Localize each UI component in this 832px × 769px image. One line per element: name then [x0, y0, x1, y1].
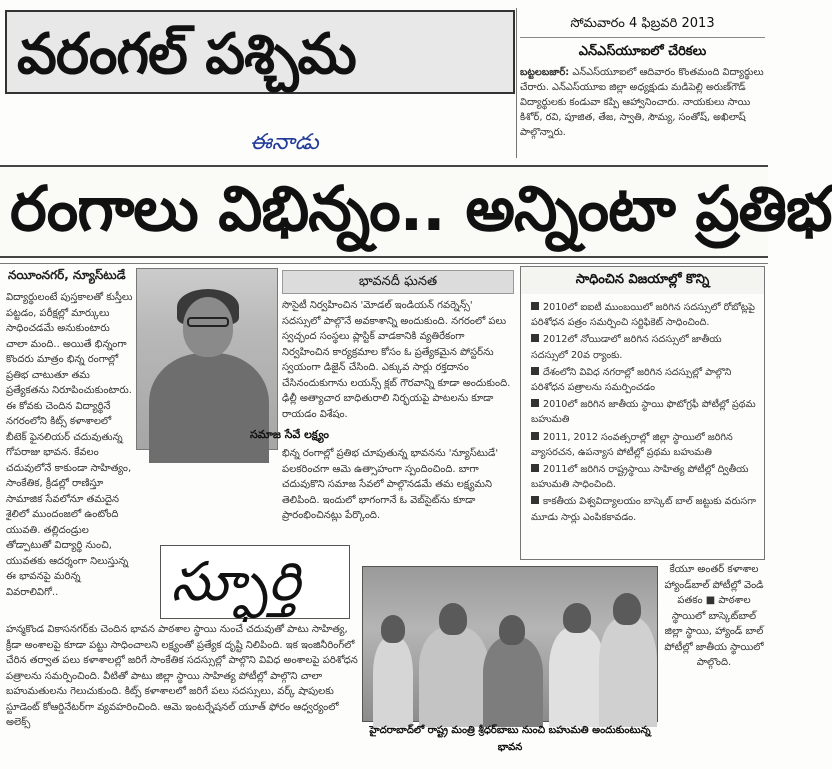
photo-person	[483, 637, 543, 727]
photo-person-head	[381, 615, 405, 643]
ncc-heading: ఎన్‌ఎస్‌యూఐలో చేరికలు	[578, 44, 707, 59]
achievement-item: 2010లో ఐఐటీ ముంబయిలో జరిగిన సదస్సులో రోబోట్లపై పరిశోధన పత్రం సమర్పించి సర్టిఫికెట్ సాధించింది.	[531, 302, 755, 329]
portrait-glasses	[187, 317, 229, 327]
bhavana-portrait-photo	[136, 268, 278, 450]
main-headline: రంగాలు విభిన్నం.. అన్నింటా ప్రతిభ	[10, 172, 832, 245]
bottom-column: హన్మకొండ వికాసనగర్‌కు చెందిన భావన పాఠశాల స్థాయి నుంచే చదువుతో పాటు సాహిత్య, క్రీడా అంశాలపై కూడా పట్టు సాధించాలని లక్ష్యంతో ప్రత్యేక దృష్టి నిలిపింది. ఇక ఇంజినీరింగ్‌లో చేరిన తర్వాత పలు కళాశాలల్లో జరిగే సాంకేతిక సదస్సుల్లో పాల్గొని వివిధ అంశాలపై పరిశోధన పత్రాలను సమర్పించింది. వీటితో పాటు జిల్లా స్థాయి సాహిత్య పోటీల్లో పాల్గొని చాలా బహుమతులను గెలుచుకుంది. కిట్స్ కళాశాలలో జరిగే పలు సదస్సులు, వర్క్ షాపులకు స్టూడెంట్ కోఆర్డినేటర్‌గా వ్యవహరించింది. ఆమె ఇంటర్నేషనల్ యూత్ ఫోరం ఆధ్వర్యంలో అలెక్స్	[6, 624, 358, 728]
ncc-article	[520, 65, 765, 138]
intro-column: విద్యార్థులంటే పుస్తకాలతో కుస్తీలు పట్టడం, పరీక్షల్లో మార్కులు సాధించడమే అనుకుంటారు చాలా మంది.. అయితే భిన్నంగా కొందరు మాత్రం భిన్న రంగాల్లో ప్రతిభ చాటుతూ తమ ప్రత్యేకతను నిరూపించుకుంటారు. ఈ కోవకు చెందిన విద్యార్థినే నగరంలోని కిట్స్ కళాశాలలో బీటెక్ ఫైనలియర్ చదువుతున్న గోపరాజు భావన. కేవలం చదువులోనే కాకుండా సాహిత్యం, సాంకేతిక, క్రీడల్లో రాణిస్తూ సామాజిక సేవలోనూ తమదైన శైలిలో ముందంజలో ఉంటోంది యువతి. తల్లిదండ్రుల తోడ్పాటుతో విద్యార్థి నుంచి, యువతకు ఆదర్శంగా నిలుస్తున్న ఈ భావనపై మరిన్న వివరాలివిగో..	[6, 292, 133, 598]
column-divider	[516, 8, 517, 158]
achievement-item: 2012లో నోయిడాలో జరిగిన సదస్సులో జాతీయ సదస్సులో 20వ ర్యాంకు.	[531, 334, 722, 361]
photo-person-head	[439, 603, 467, 635]
achievement-item: 2011లో జరిగిన రాష్ట్రస్థాయి సాహిత్య పోటీల్లో ద్వితీయ బహుమతి సాధించింది.	[531, 464, 749, 491]
ncc-body-text: ఎన్‌ఎస్‌యూఐలో ఆదివారం కొంతమంది విద్యార్థులు చేరారు. ఎన్‌ఎస్‌యూఐ జిల్లా అధ్యక్షుడు మడిపెల్లి అరుణ్‌గౌడ్ విద్యార్థులకు కండువా కప్పి ఆహ్వానించారు. నాయకులు సాయి కిశోర్, రవి, పూజిత, తేజ, స్వాతి, సౌమ్య, సంతోష్, అఖిలాష్ పాల్గొన్నారు.	[520, 67, 764, 138]
ncc-place: బట్టలబజార్:	[520, 67, 570, 78]
bullet-square-icon	[531, 432, 539, 440]
byline: నయీంనగర్, న్యూస్‌టుడే	[8, 268, 126, 282]
right-bottom-column: కేయూ అంతర్ కళాశాల హ్యాండ్‌బాల్ పోటీల్లో వెండి పతకం ■ పాఠశాల స్థాయిలో బాస్కెట్‌బాల్ జిల్లా స్థాయి, హ్యాండ్ బాల్ పోటీల్లో జాతీయ స్థాయిలో పాల్గొంది.	[664, 564, 764, 668]
bullet-square-icon	[531, 496, 539, 504]
headline-box	[0, 165, 832, 258]
photo-person	[549, 627, 605, 727]
bullet-square-icon	[531, 399, 539, 407]
portrait-body	[149, 353, 269, 463]
achievements-heading: సాధించిన విజయాల్లో కొన్ని	[520, 266, 765, 294]
bullet-square-icon	[531, 302, 539, 310]
achievements-list	[520, 294, 765, 560]
sphoorthi-logo: స్ఫూర్తి	[171, 550, 301, 613]
photo-person	[373, 637, 413, 727]
achievement-item: 2011, 2012 సంవత్సరాల్లో జిల్లా స్థాయిలో జరిగిన వ్యాసరచన, ఉపన్యాస పోటీల్లో ప్రథమ బహుమతి	[531, 431, 733, 458]
bhavana-heading: భావనదీ ఘనత	[282, 270, 514, 294]
photo-person-head	[499, 615, 525, 645]
samaja-text: భిన్న రంగాల్లో ప్రతిభ చూపుతున్న భావనను 'న్యూస్‌టుడే' పలకరించగా ఆమె ఉత్సాహంగా స్పందించింది. బాగా చదువుకొని సమాజ సేవలో పాల్గొనడమే తమ లక్ష్యమని తెలిపింది. ఇందులో భాగంగానే ఓ వెబ్‌సైట్‌ను కూడా ప్రారంభించినట్లు పేర్కొంది.	[282, 448, 499, 521]
bullet-square-icon	[531, 464, 539, 472]
photo-caption: హైదరాబాద్‌లో రాష్ట్ర మంత్రి శ్రీధర్‌బాబు నుంచి బహుమతి అందుకుంటున్న భావన	[369, 725, 651, 753]
samaja-heading: సమాజ సేవే లక్ష్యం	[250, 428, 329, 441]
award-ceremony-photo	[362, 566, 658, 722]
masthead	[5, 10, 515, 94]
issue-date: సోమవారం 4 ఫిబ్రవరి 2013	[520, 8, 765, 38]
bullet-square-icon	[531, 334, 539, 342]
horizontal-rule	[0, 263, 768, 264]
achievement-item: కాకతీయ విశ్వవిద్యాలయం బాస్కెట్ బాల్ జట్టుకు వరుసగా మూడు సార్లు ఎంపికకావడం.	[531, 496, 757, 523]
photo-person	[599, 617, 657, 727]
bullet-square-icon	[531, 367, 539, 375]
handwritten-signature: ఈనాడు	[250, 130, 319, 155]
photo-person-head	[613, 593, 641, 625]
achievement-item: దేశంలోని వివిధ నగరాల్లో జరిగిన సదస్సుల్లో పాల్గొని పరిశోధన పత్రాలను సమర్పించడం	[531, 366, 732, 394]
photo-person-head	[563, 603, 591, 633]
masthead-title: వరంగల్ పశ్చిమ	[17, 22, 356, 87]
portrait-face	[183, 297, 233, 357]
photo-person	[419, 627, 489, 727]
bhavana-text: సొసైటీ నిర్వహించిన 'మోడల్ ఇండియన్ గవర్నెన్స్' సదస్సులో పాల్గొనే అవకాశాన్ని అందుకుంది. నగరంలో పలు స్వచ్ఛంద సంస్థలు ప్లాస్టిక్ వాడకానికి వ్యతిరేకంగా నిర్వహించిన కార్యక్రమాల కోసం ఓ ప్రత్యేకమైన పోస్టర్‌ను స్వయంగా డిజైన్ చేసింది. ఎక్కువ సార్లు రక్తదానం చేసినందుకుగాను లయన్స్ క్లబ్ గౌరవాన్ని కూడా అందుకుంది. ఢిల్లీ అత్యాచార బాధితురాలి నిర్భయపై పాటలను కూడా రాయడం విశేషం.	[282, 300, 511, 420]
achievement-item: 2010లో జరిగిన జాతీయ స్థాయి ఫొటోగ్రఫీ పోటీల్లో ప్రథమ బహుమతి	[531, 399, 756, 426]
